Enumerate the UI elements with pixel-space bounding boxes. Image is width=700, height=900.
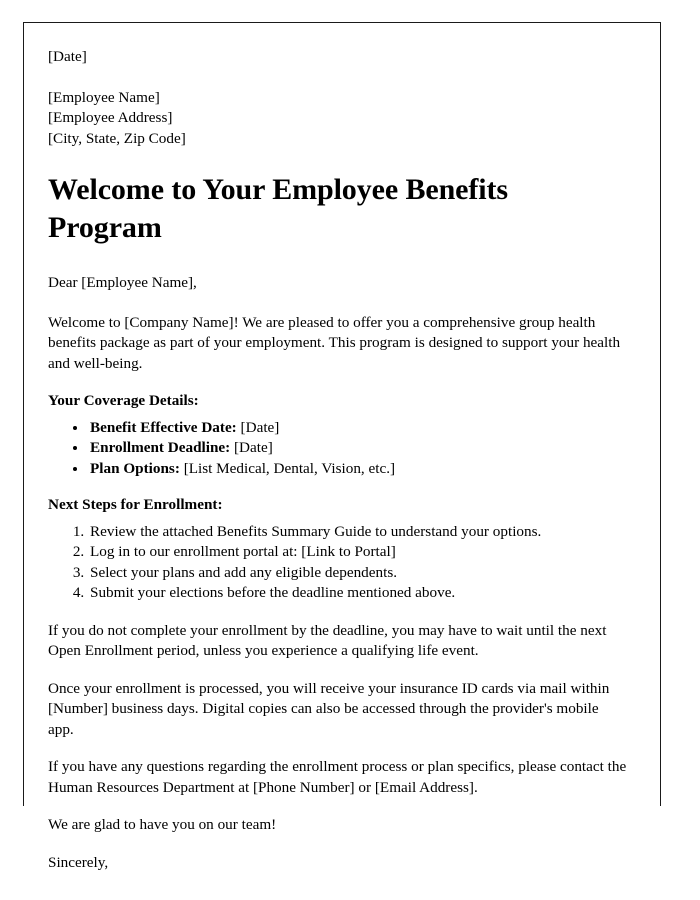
list-item: [88, 418, 628, 439]
date-placeholder: [Date]: [48, 48, 87, 65]
coverage-details-list: [48, 418, 628, 480]
coverage-item-label: Plan Options:: [90, 459, 180, 477]
salutation: Dear [Employee Name],: [48, 274, 197, 291]
page-title: Welcome to Your Employee Benefits Program: [48, 173, 508, 244]
recipient-street: [Employee Address]: [48, 109, 173, 126]
next-steps-list: [48, 522, 628, 604]
list-item: [88, 459, 628, 480]
deadline-paragraph: If you do not complete your enrollment by the deadline, you may have to wait until the next Open Enrollment period, unless you experience a qualifying life event.: [48, 621, 607, 659]
sign-off: Sincerely,: [48, 853, 109, 871]
id-cards-paragraph: Once your enrollment is processed, you will receive your insurance ID cards via mail within [Number] business days. Digital copies can also be accessed through the provider's mobile app.: [48, 679, 610, 738]
list-item: [88, 438, 628, 459]
list-item: 1. Review the attached Benefits Summary Guide to understand your options.: [88, 522, 628, 543]
list-item: 4. Submit your elections before the deadline mentioned above.: [88, 583, 628, 604]
coverage-item-value: [Date]: [234, 439, 273, 456]
recipient-name: [Employee Name]: [48, 88, 160, 106]
document-body: [48, 47, 628, 873]
coverage-item-value: [List Medical, Dental, Vision, etc.]: [183, 459, 396, 477]
document-page: [23, 22, 661, 871]
next-steps-heading: Next Steps for Enrollment:: [48, 496, 223, 513]
date-line: [48, 47, 628, 68]
list-item: 3. Select your plans and add any eligible dependents.: [88, 563, 628, 584]
list-item: 2. Log in to our enrollment portal at: [Link to Portal]: [88, 542, 628, 563]
recipient-city-state-zip: [City, State, Zip Code]: [48, 129, 186, 147]
coverage-details-heading: Your Coverage Details:: [48, 392, 199, 409]
coverage-item-value: [Date]: [240, 418, 280, 436]
contact-paragraph: If you have any questions regarding the enrollment process or plan specifics, please contact the Human Resources Department at [Phone Number] or [Email Address].: [48, 758, 627, 796]
recipient-address-block: [48, 88, 628, 150]
intro-paragraph: Welcome to [Company Name]! We are pleased to offer you a comprehensive group health benefits package as part of your employment. This program is designed to support your health and well-being.: [48, 313, 621, 372]
welcome-closing-paragraph: We are glad to have you on our team!: [48, 816, 277, 833]
coverage-item-label: Benefit Effective Date:: [90, 418, 237, 436]
coverage-item-label: Enrollment Deadline:: [90, 439, 231, 456]
